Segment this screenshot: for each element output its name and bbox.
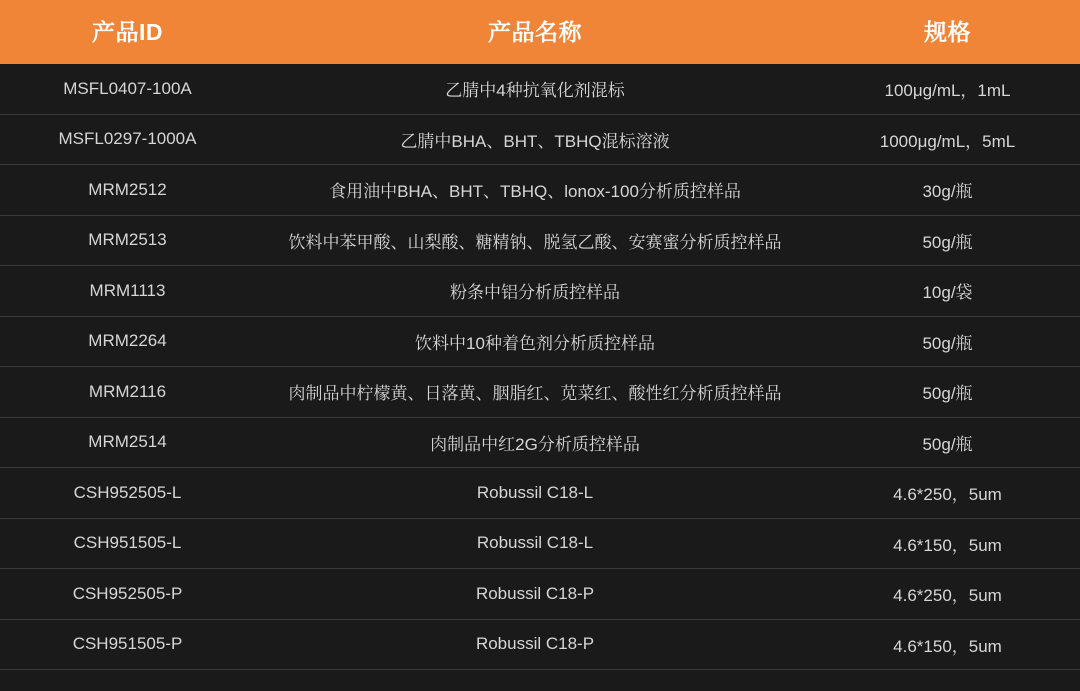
cell-product-id: MSFL0297-1000A (0, 114, 255, 165)
cell-product-name: Robussil C18-L (255, 518, 815, 569)
cell-spec: 4.6*250，5um (815, 569, 1080, 620)
cell-product-name: 肉制品中柠檬黄、日落黄、胭脂红、苋菜红、酸性红分析质控样品 (255, 367, 815, 418)
cell-spec: 50g/瓶 (815, 417, 1080, 468)
cell-product-name: 肉制品中红2G分析质控样品 (255, 417, 815, 468)
table-row (0, 114, 1080, 165)
cell-spec: 50g/瓶 (815, 316, 1080, 367)
cell-product-id: CSH951505-L (0, 518, 255, 569)
table-row (0, 619, 1080, 670)
table-row (0, 266, 1080, 317)
table-row (0, 518, 1080, 569)
table-row (0, 468, 1080, 519)
cell-product-id: MRM2514 (0, 417, 255, 468)
column-header-spec: 规格 (815, 0, 1080, 64)
cell-product-name: 食用油中BHA、BHT、TBHQ、lonox-100分析质控样品 (255, 165, 815, 216)
cell-product-name: 饮料中苯甲酸、山梨酸、糖精钠、脱氢乙酸、安赛蜜分析质控样品 (255, 215, 815, 266)
cell-product-name: 乙腈中BHA、BHT、TBHQ混标溶液 (255, 114, 815, 165)
cell-product-name: Robussil C18-P (255, 619, 815, 670)
table-row (0, 316, 1080, 367)
cell-product-id: MRM2116 (0, 367, 255, 418)
cell-spec: 4.6*250，5um (815, 468, 1080, 519)
cell-product-id: MRM2513 (0, 215, 255, 266)
cell-spec: 100μg/mL，1mL (815, 64, 1080, 114)
table-row (0, 367, 1080, 418)
cell-spec: 1000μg/mL，5mL (815, 114, 1080, 165)
table-row (0, 215, 1080, 266)
table-row (0, 569, 1080, 620)
table-row (0, 64, 1080, 114)
cell-product-id: MSFL0407-100A (0, 64, 255, 114)
cell-product-id: CSH951505-P (0, 619, 255, 670)
table-row (0, 417, 1080, 468)
cell-product-id: CSH952505-P (0, 569, 255, 620)
cell-spec: 50g/瓶 (815, 215, 1080, 266)
cell-spec: 4.6*150，5um (815, 619, 1080, 670)
cell-product-name: 饮料中10种着色剂分析质控样品 (255, 316, 815, 367)
column-header-product-name: 产品名称 (255, 0, 815, 64)
column-header-product-id: 产品ID (0, 0, 255, 64)
cell-spec: 10g/袋 (815, 266, 1080, 317)
cell-product-id: MRM2512 (0, 165, 255, 216)
table-body (0, 64, 1080, 670)
cell-spec: 30g/瓶 (815, 165, 1080, 216)
cell-product-name: 乙腈中4种抗氧化剂混标 (255, 64, 815, 114)
cell-product-name: Robussil C18-L (255, 468, 815, 519)
cell-product-id: MRM2264 (0, 316, 255, 367)
cell-product-name: Robussil C18-P (255, 569, 815, 620)
cell-product-name: 粉条中铝分析质控样品 (255, 266, 815, 317)
cell-spec: 4.6*150，5um (815, 518, 1080, 569)
table-header-row (0, 0, 1080, 64)
cell-spec: 50g/瓶 (815, 367, 1080, 418)
cell-product-id: MRM1113 (0, 266, 255, 317)
cell-product-id: CSH952505-L (0, 468, 255, 519)
table-row (0, 165, 1080, 216)
table-header (0, 0, 1080, 64)
